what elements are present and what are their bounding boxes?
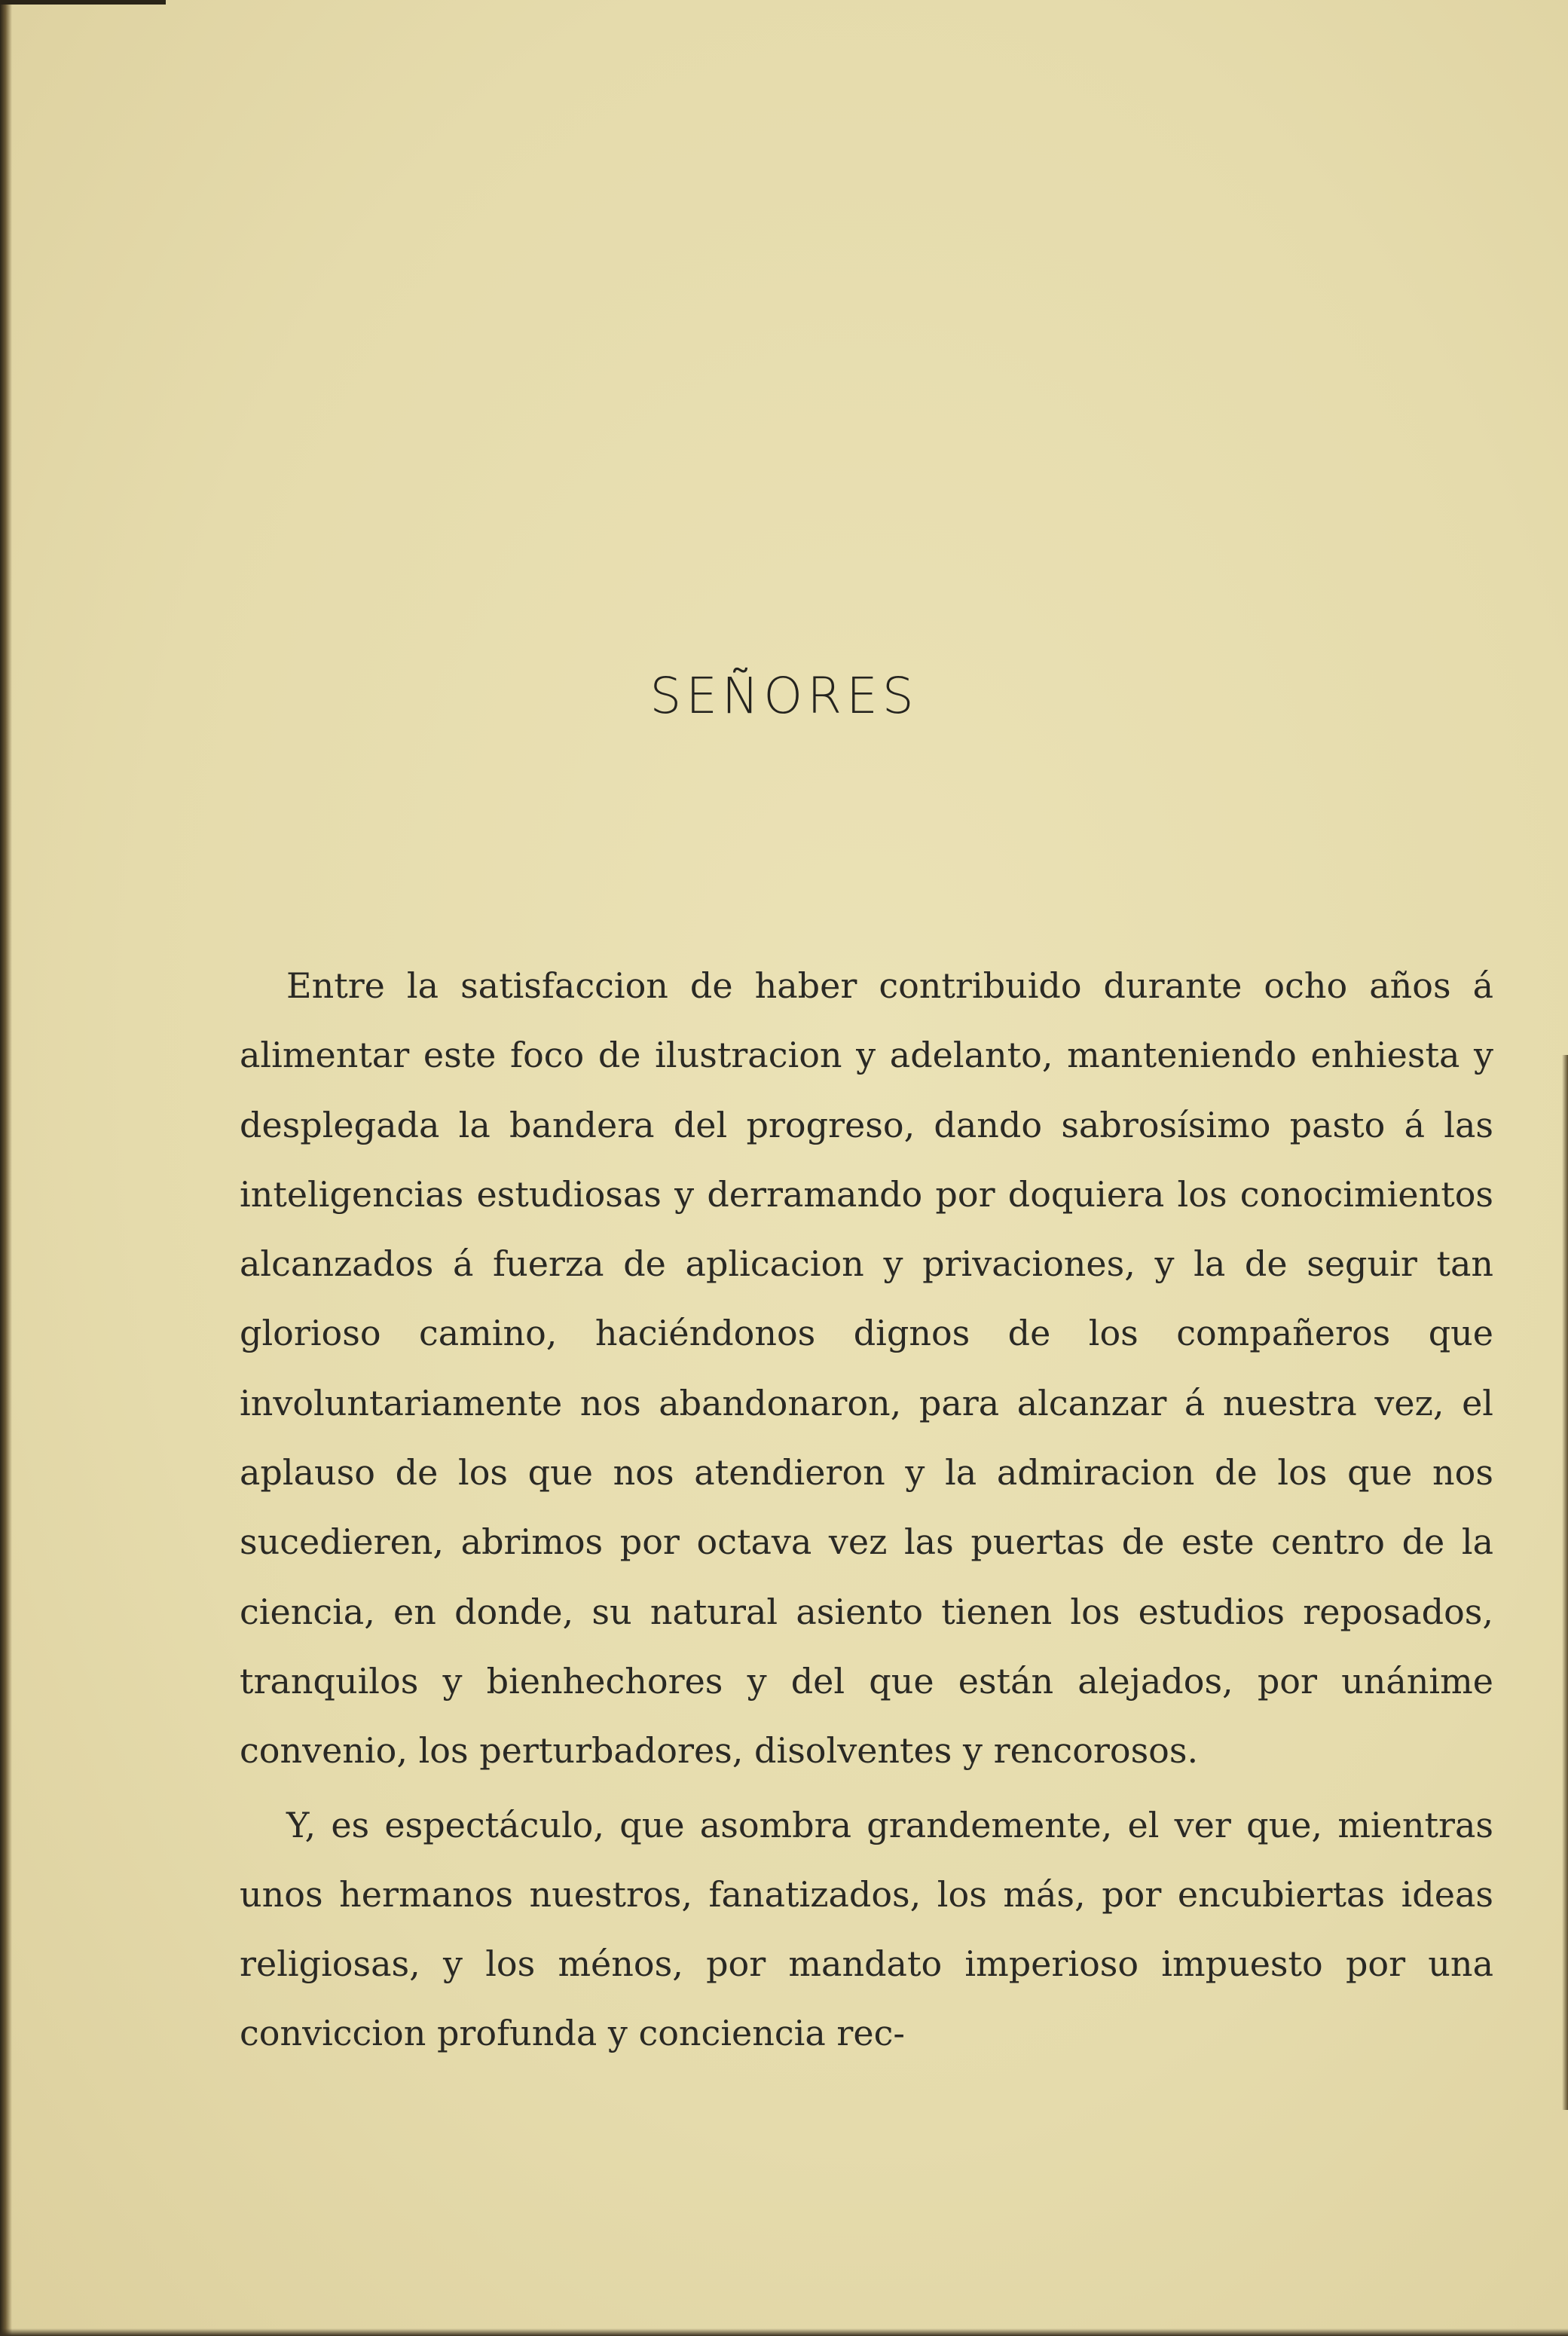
page-binding-edge <box>0 0 12 2336</box>
paragraph-1: Entre la satisfaccion de haber contribuido durante ocho años á alimentar este foco de ilustracion y adelanto, manteniendo enhiesta y desplegada la bandera del progreso, dando sabrosísimo pasto á las inteligencias estudiosas y derramando por doquiera los conocimientos alcanzados á fuerza de aplicacion y privaciones, y la de seguir tan glorioso camino, haciéndonos dignos de los compañeros que involuntariamente nos abandonaron, para alcanzar á nuestra vez, el aplauso de los que nos atendieron y la admiracion de los que nos sucedieren, abrimos por octava vez las puertas de este centro de la ciencia, en donde, su natural asiento tienen los estudios reposados, tranquilos y bienhechores y del que están alejados, por unánime convenio, los perturbadores, disolventes y rencorosos. <box>240 965 1493 1772</box>
page-bottom-edge <box>0 2328 1568 2336</box>
paragraph-2: Y, es espectáculo, que asombra grandemente, el ver que, mientras unos hermanos nuestros, fanatizados, los más, por encubiertas ideas religiosas, y los ménos, por mandato imperioso impuesto por una conviccion profunda y conciencia rec- <box>240 1804 1493 2054</box>
page-right-edge <box>1562 1055 1568 2110</box>
page-top-edge <box>0 0 166 5</box>
body-text <box>240 951 1493 2068</box>
page-heading: SEÑORES <box>650 667 918 725</box>
